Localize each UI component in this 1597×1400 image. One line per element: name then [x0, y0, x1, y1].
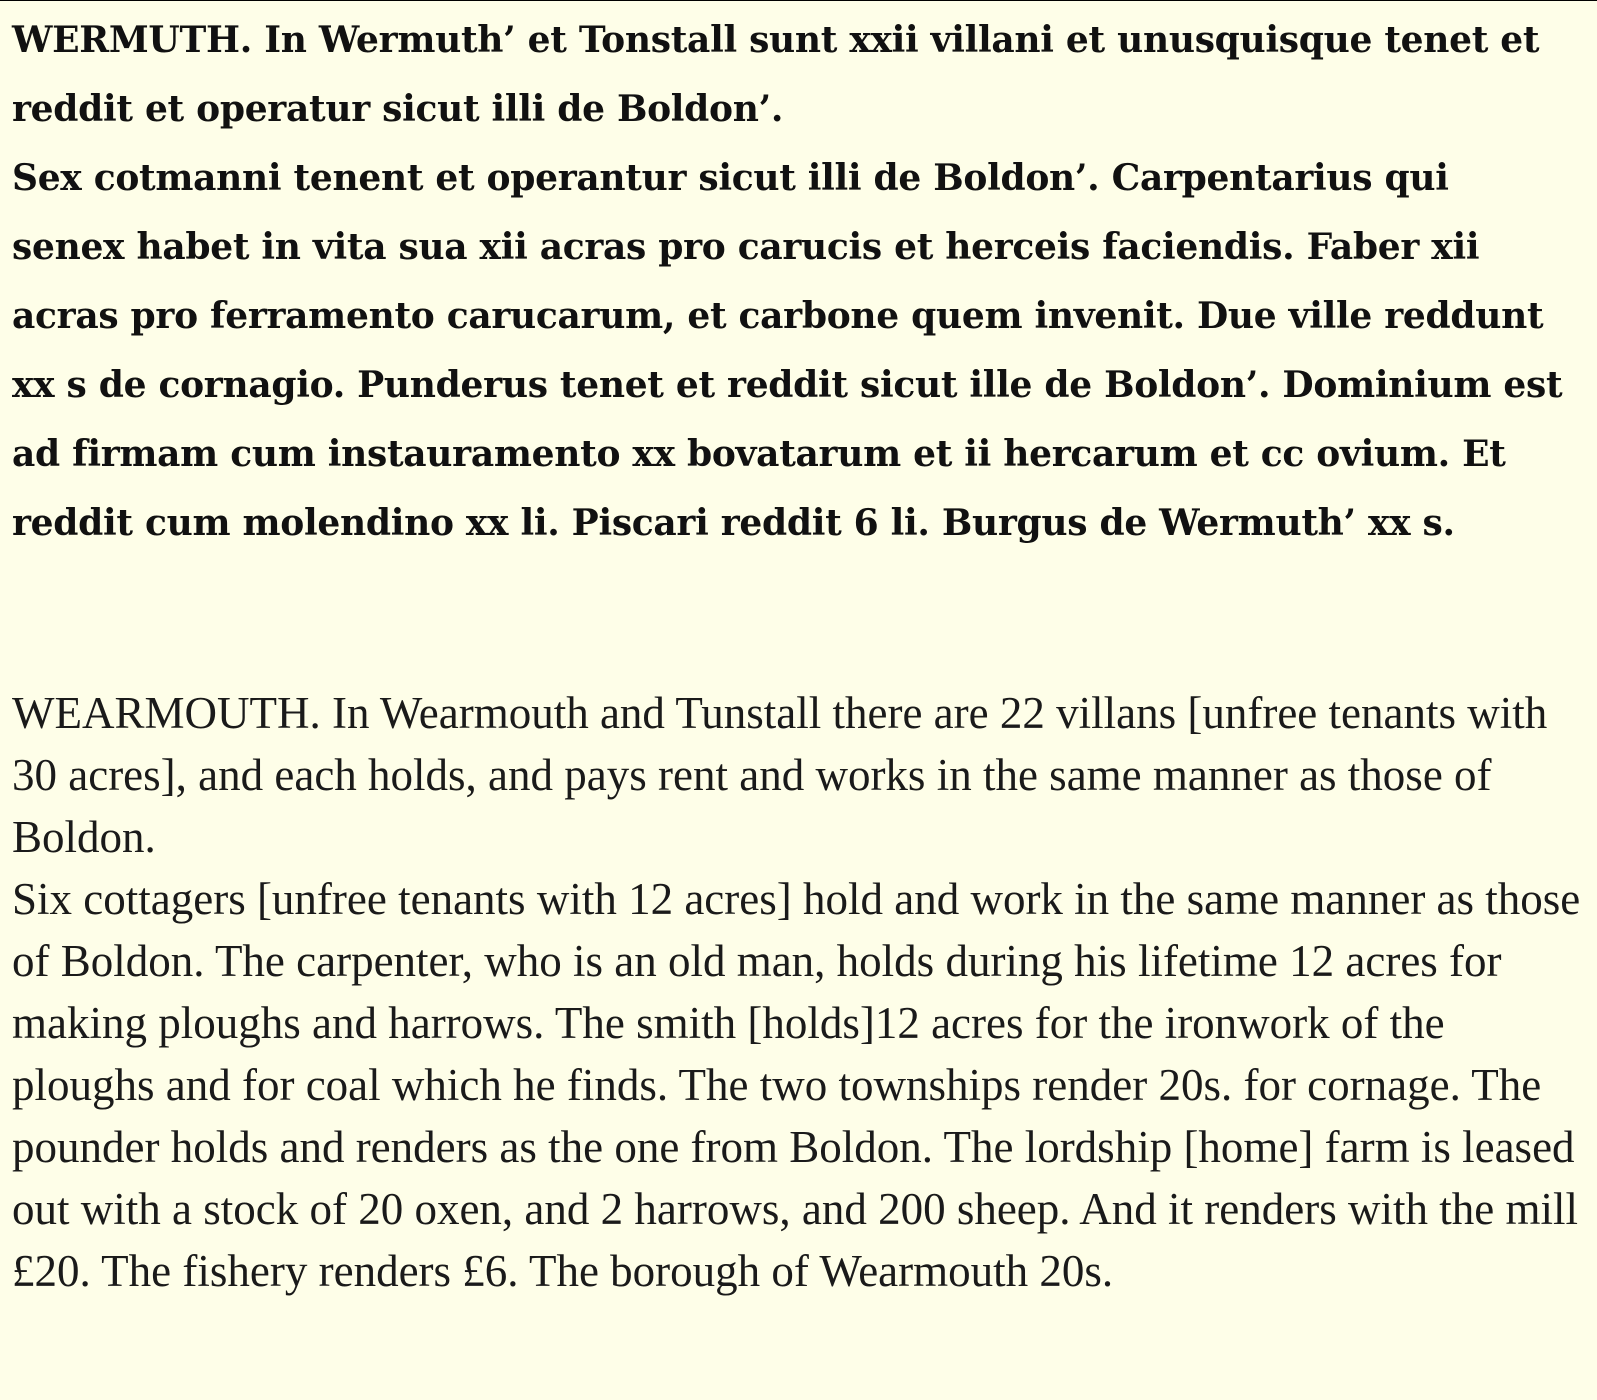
latin-paragraph: Sex cotmanni tenent et operantur sicut illi de Boldon’. Carpentarius qui senex habet in vita sua xii acras pro carucis et herceis faciendis. Faber xii acras pro ferramento carucarum, et carbone quem invenit. Due ville reddunt xx s de cornagio. Punderus tenet et reddit sicut ille de Boldon’. Dominium est ad firmam cum instauramento xx bovatarum et ii hercarum et cc ovium. Et reddit cum molendino xx li. Piscari reddit 6 li. Burgus de Wermuth’ xx s. [12, 157, 1563, 544]
english-translation [12, 682, 1582, 1302]
english-paragraph: WEARMOUTH. In Wearmouth and Tunstall there are 22 villans [unfree tenants with 30 acres], and each holds, and pays rent and works in the same manner as those of Boldon. [12, 688, 1548, 862]
latin-transcription [12, 6, 1572, 558]
latin-paragraph: WERMUTH. In Wermuth’ et Tonstall sunt xxii villani et unusquisque tenet et reddit et operatur sicut illi de Boldon’. [12, 19, 1540, 130]
english-paragraph: Six cottagers [unfree tenants with 12 acres] hold and work in the same manner as those of Boldon. The carpenter, who is an old man, holds during his lifetime 12 acres for making ploughs and harrows. The smith [holds]12 acres for the ironwork of the ploughs and for coal which he finds. The two townships render 20s. for cornage. The pounder holds and renders as the one from Boldon. The lordship [home] farm is leased out with a stock of 20 oxen, and 2 harrows, and 200 sheep. And it renders with the mill £20. The fishery renders £6. The borough of Wearmouth 20s. [12, 874, 1581, 1296]
top-border-line [0, 0, 1597, 1]
